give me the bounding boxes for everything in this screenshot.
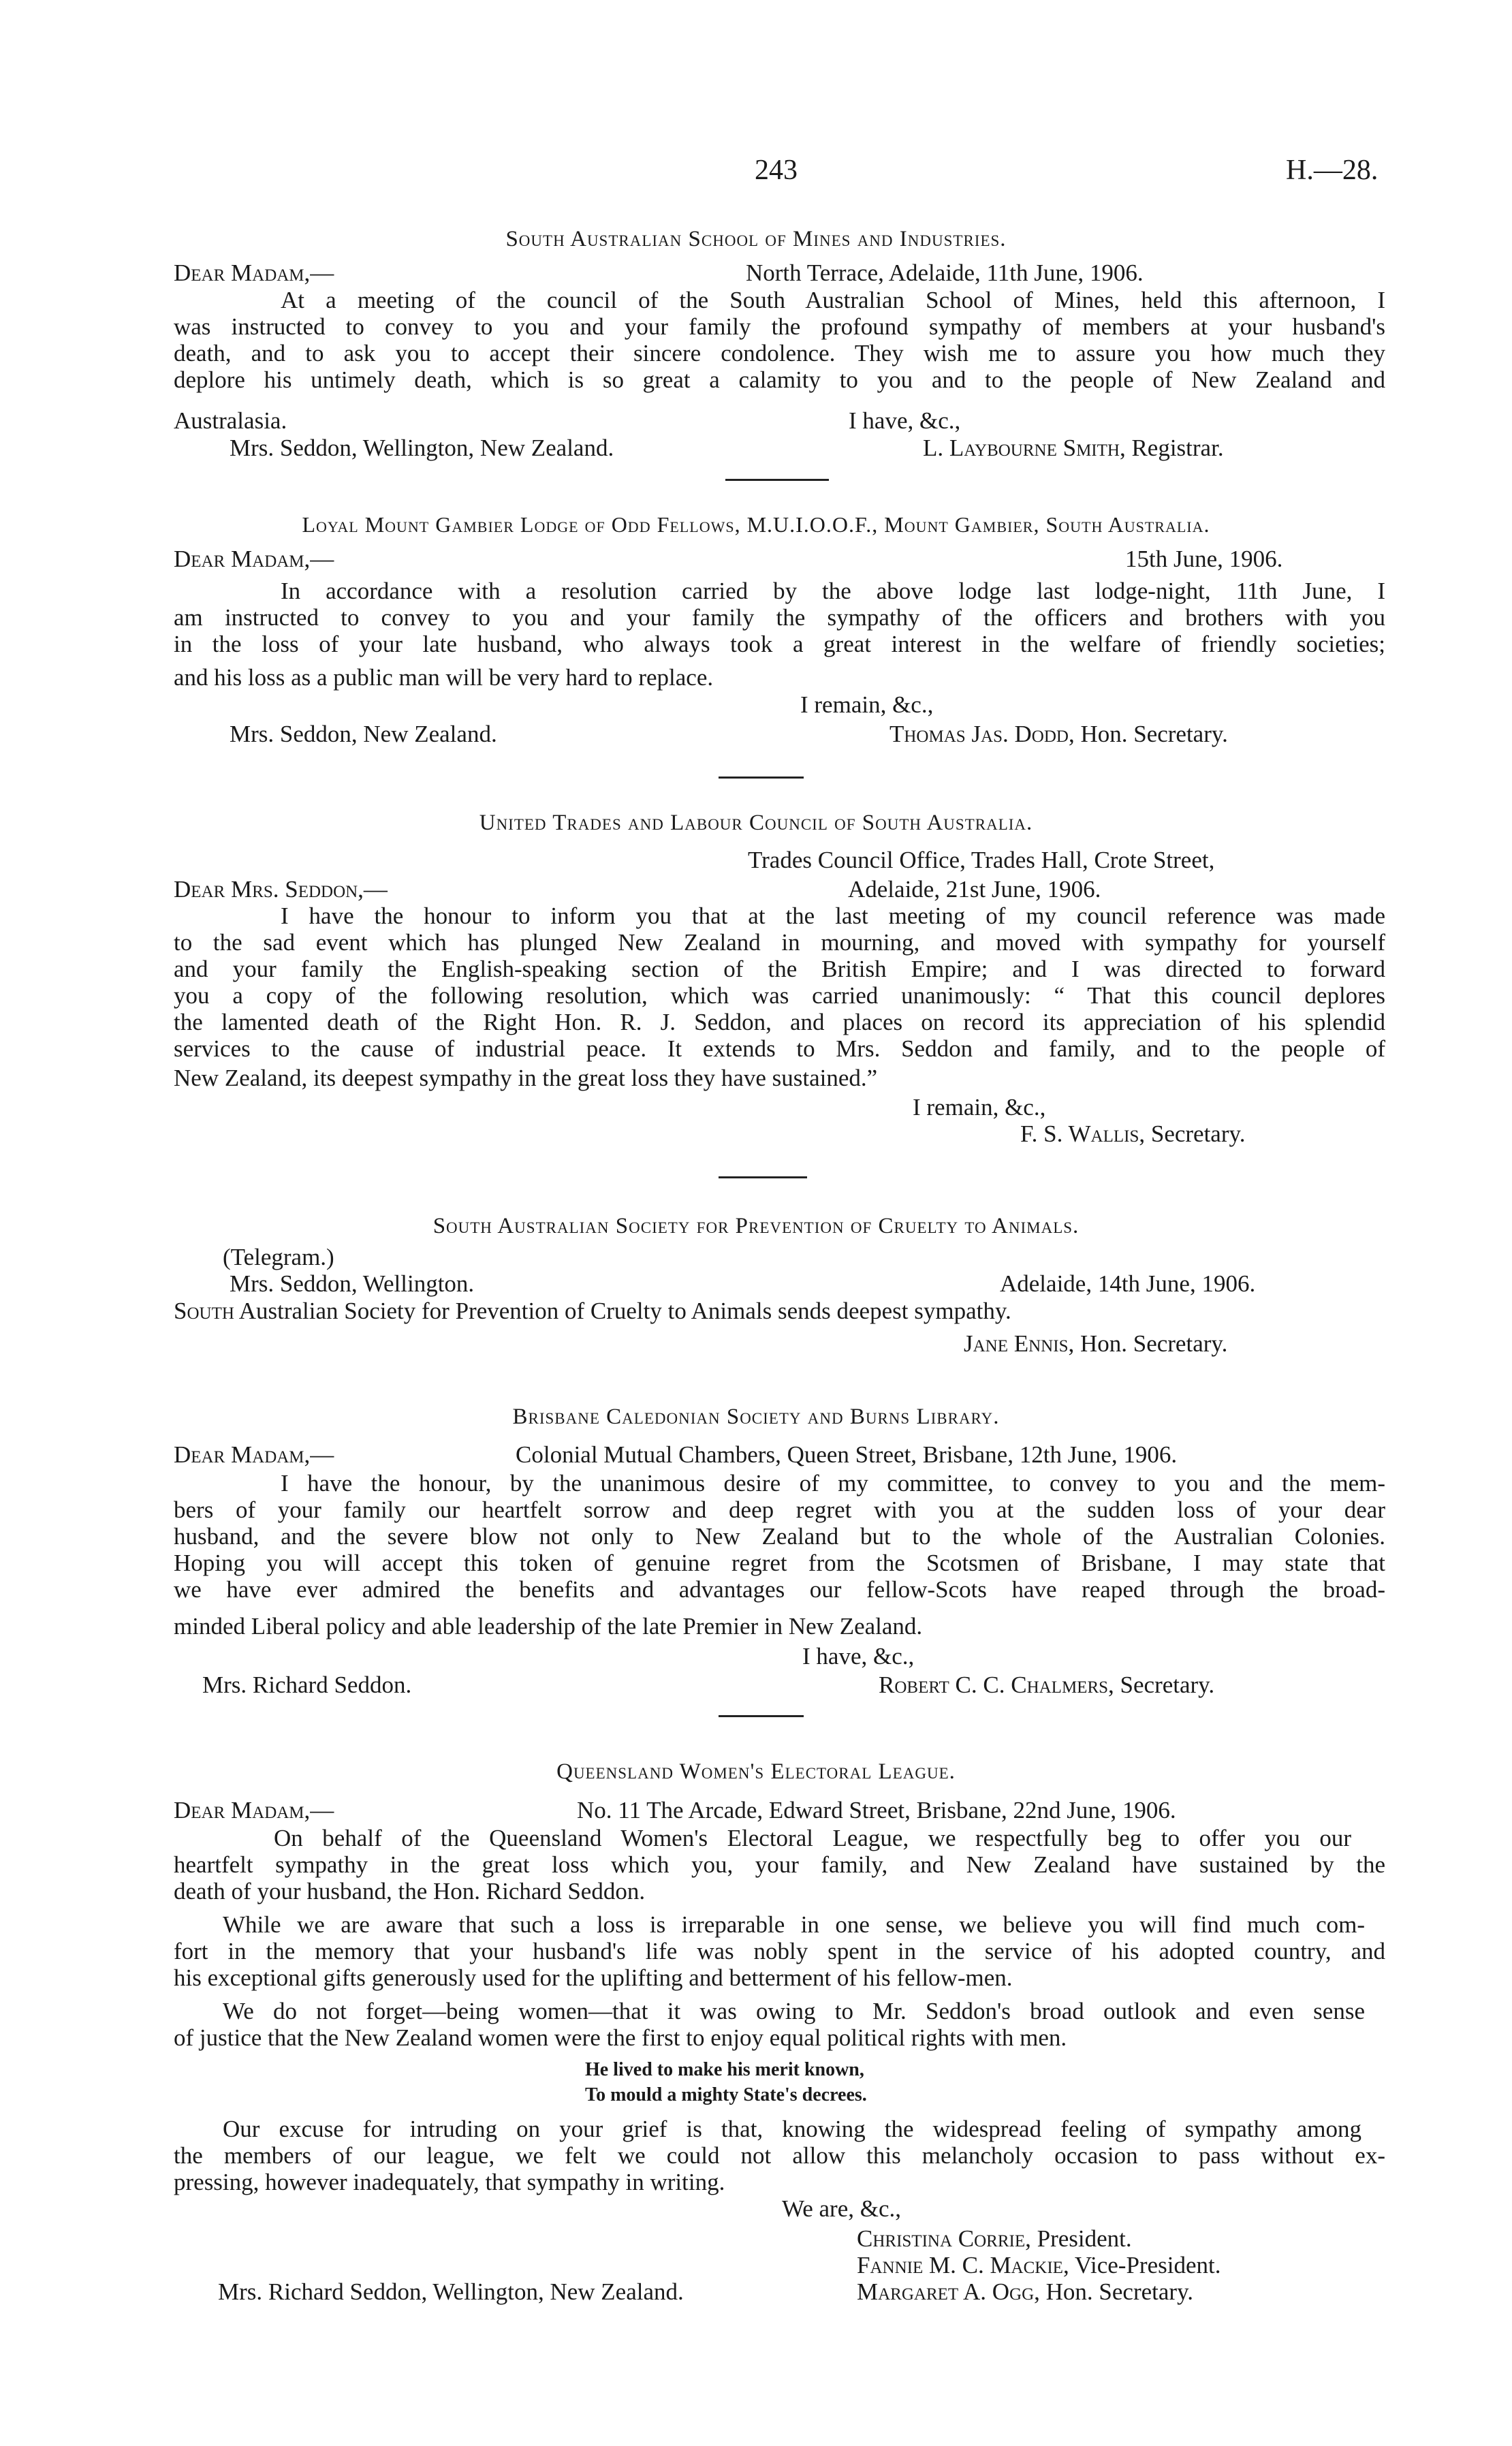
salutation: Dear Madam,— [174, 1797, 334, 1823]
body-line: death, and to ask you to accept their sincere condolence. They wish me to assure you how much they [174, 340, 1385, 366]
signer-title: Secretary. [1150, 1120, 1246, 1147]
body-line: you a copy of the following resolution, which was carried unanimously: “ That this council deplores [174, 982, 1385, 1009]
body-line: Hoping you will accept this token of genuine regret from the Scotsmen of Brisbane, I may state that [174, 1550, 1385, 1576]
body-line: and your family the English-speaking section of the British Empire; and I was directed to forward [174, 956, 1385, 982]
telegram-body-text: Australian Society for Prevention of Cruelty to Animals sends deepest sympathy. [238, 1298, 1011, 1324]
signer-name: Thomas Jas. Dodd, [889, 721, 1075, 747]
body-line: husband, and the severe blow not only to New Zealand but to the whole of the Australian Colonies. [174, 1523, 1385, 1550]
signer-title: Hon. Secretary. [1080, 721, 1228, 747]
poem-line: He lived to make his merit known, [585, 2059, 864, 2080]
section-title-trades-council: United Trades and Labour Council of South Australia. [479, 811, 1033, 835]
signer-title: Registrar. [1131, 435, 1224, 461]
section-title-cruelty-to-animals: South Australian Society for Prevention of Cruelty to Animals. [432, 1214, 1080, 1238]
signature [1020, 1122, 1245, 1146]
closing: I have, &c., [802, 1643, 915, 1669]
signer-name: L. Laybourne Smith, [923, 435, 1126, 461]
body-line: and his loss as a public man will be very hard to replace. [174, 664, 714, 691]
body-line: Australasia. [174, 407, 287, 434]
closing: I have, &c., [849, 407, 961, 434]
body-line: fort in the memory that your husband's life was nobly spent in the service of his adopted country, and [174, 1938, 1385, 1964]
letter-address: Trades Council Office, Trades Hall, Crote Street, [748, 847, 1215, 873]
body-line: services to the cause of industrial peace. It extends to Mrs. Seddon and family, and to the people of [174, 1035, 1385, 1062]
signer-name: Margaret A. Ogg, [857, 2278, 1040, 2305]
letter-address: North Terrace, Adelaide, 11th June, 1906. [746, 260, 1144, 286]
salutation: Dear Madam,— [174, 1441, 334, 1468]
signer-title: Secretary. [1120, 1672, 1215, 1698]
section-title-school-of-mines: South Australian School of Mines and Industries. [505, 227, 1007, 251]
body-line: was instructed to convey to you and your family the profound sympathy of members at your husband's [174, 313, 1385, 340]
body-line: At a meeting of the council of the South Australian School of Mines, held this afternoon, I [281, 287, 1385, 313]
closing: I remain, &c., [800, 691, 934, 718]
body-line: to the sad event which has plunged New Zealand in mourning, and moved with sympathy for yourself [174, 929, 1385, 956]
body-line: the lamented death of the Right Hon. R. J. Seddon, and places on record its appreciation of his splendid [174, 1009, 1385, 1035]
signer-title: President. [1037, 2225, 1132, 2252]
body-line: I have the honour to inform you that at the last meeting of my council reference was made [281, 903, 1385, 929]
addressee: Mrs. Seddon, New Zealand. [230, 721, 497, 747]
addressee: Mrs. Seddon, Wellington. [230, 1270, 475, 1297]
signer-name: F. S. Wallis, [1020, 1120, 1146, 1147]
salutation: Dear Mrs. Seddon,— [174, 876, 388, 903]
signer-title: Hon. Secretary. [1080, 1330, 1228, 1357]
signer-name: Robert C. C. Chalmers, [879, 1672, 1114, 1698]
letter-address: Adelaide, 21st June, 1906. [848, 876, 1101, 903]
body-line: We do not forget—being women—that it was owing to Mr. Seddon's broad outlook and even sense [223, 1998, 1365, 2024]
section-title-womens-electoral-league: Queensland Women's Electoral League. [556, 1759, 956, 1784]
poem-line: To mould a mighty State's decrees. [585, 2084, 867, 2105]
section-divider [719, 777, 804, 779]
body-line: am instructed to convey to you and your family the sympathy of the officers and brothers with you [174, 604, 1385, 631]
body-line: bers of your family our heartfelt sorrow and deep regret with you at the sudden loss of your dear [174, 1496, 1385, 1523]
addressee: Mrs. Richard Seddon. [202, 1672, 412, 1698]
section-title-odd-fellows: Loyal Mount Gambier Lodge of Odd Fellows, M.U.I.O.O.F., Mount Gambier, South Australia. [302, 512, 1210, 537]
salutation: Dear Madam,— [174, 546, 334, 572]
body-line: in the loss of your late husband, who always took a great interest in the welfare of friendly societies; [174, 631, 1385, 657]
letter-date: 15th June, 1906. [1125, 546, 1283, 572]
section-title-caledonian-society: Brisbane Caledonian Society and Burns Library. [512, 1405, 1000, 1429]
page-number: 243 [755, 155, 798, 186]
body-line: we have ever admired the benefits and advantages our fellow-Scots have reaped through the broad- [174, 1576, 1385, 1603]
signature [889, 722, 1228, 746]
signature [923, 436, 1224, 460]
signature [964, 1332, 1227, 1355]
body-line: deplore his untimely death, which is so great a calamity to you and to the people of New Zealand and [174, 366, 1385, 393]
letter-address: Colonial Mutual Chambers, Queen Street, Brisbane, 12th June, 1906. [516, 1441, 1178, 1468]
signer-title: Vice-President. [1074, 2252, 1221, 2278]
body-line: death of your husband, the Hon. Richard Seddon. [174, 1878, 646, 1904]
body-line: heartfelt sympathy in the great loss which you, your family, and New Zealand have sustained by the [174, 1851, 1385, 1878]
body-line: the members of our league, we felt we could not allow this melancholy occasion to pass without ex- [174, 2142, 1385, 2169]
body-line: Our excuse for intruding on your grief is that, knowing the widespread feeling of sympathy among [223, 2116, 1361, 2142]
telegram-note: (Telegram.) [223, 1244, 334, 1270]
document-reference: H.—28. [1286, 155, 1379, 186]
body-line: New Zealand, its deepest sympathy in the great loss they have sustained.” [174, 1065, 878, 1091]
signer-name: Jane Ennis, [964, 1330, 1075, 1357]
body-line: I have the honour, by the unanimous desire of my committee, to convey to you and the mem- [281, 1470, 1385, 1496]
addressee: Mrs. Richard Seddon, Wellington, New Zealand. [218, 2278, 684, 2305]
body-line: While we are aware that such a loss is irreparable in one sense, we believe you will find much com- [223, 1911, 1365, 1938]
section-divider [725, 479, 829, 481]
signer-title: Hon. Secretary. [1045, 2278, 1194, 2305]
signature [857, 2280, 1193, 2304]
salutation: Dear Madam,— [174, 260, 334, 286]
body-line: of justice that the New Zealand women were the first to enjoy equal political rights with men. [174, 2024, 1067, 2051]
signer-name: Fannie M. C. Mackie, [857, 2252, 1069, 2278]
letter-address: No. 11 The Arcade, Edward Street, Brisbane, 22nd June, 1906. [577, 1797, 1176, 1823]
body-line: In accordance with a resolution carried by the above lodge last lodge-night, 11th June, I [281, 578, 1385, 604]
addressee: Mrs. Seddon, Wellington, New Zealand. [230, 435, 614, 461]
section-divider [719, 1176, 807, 1178]
section-divider [719, 1715, 804, 1717]
letter-date: Adelaide, 14th June, 1906. [1000, 1270, 1256, 1297]
body-line: his exceptional gifts generously used for the uplifting and betterment of his fellow-men. [174, 1964, 1013, 1991]
telegram-body-sc: South [174, 1298, 234, 1324]
telegram-body [174, 1299, 1011, 1323]
signature [857, 2227, 1132, 2251]
signer-name: Christina Corrie, [857, 2225, 1031, 2252]
body-line: On behalf of the Queensland Women's Electoral League, we respectfully beg to offer you our [274, 1825, 1351, 1851]
body-line: minded Liberal policy and able leadership of the late Premier in New Zealand. [174, 1613, 923, 1640]
closing: I remain, &c., [913, 1094, 1046, 1120]
signature [879, 1673, 1214, 1697]
body-line: pressing, however inadequately, that sympathy in writing. [174, 2169, 725, 2195]
signature [857, 2253, 1220, 2277]
closing: We are, &c., [782, 2195, 901, 2222]
